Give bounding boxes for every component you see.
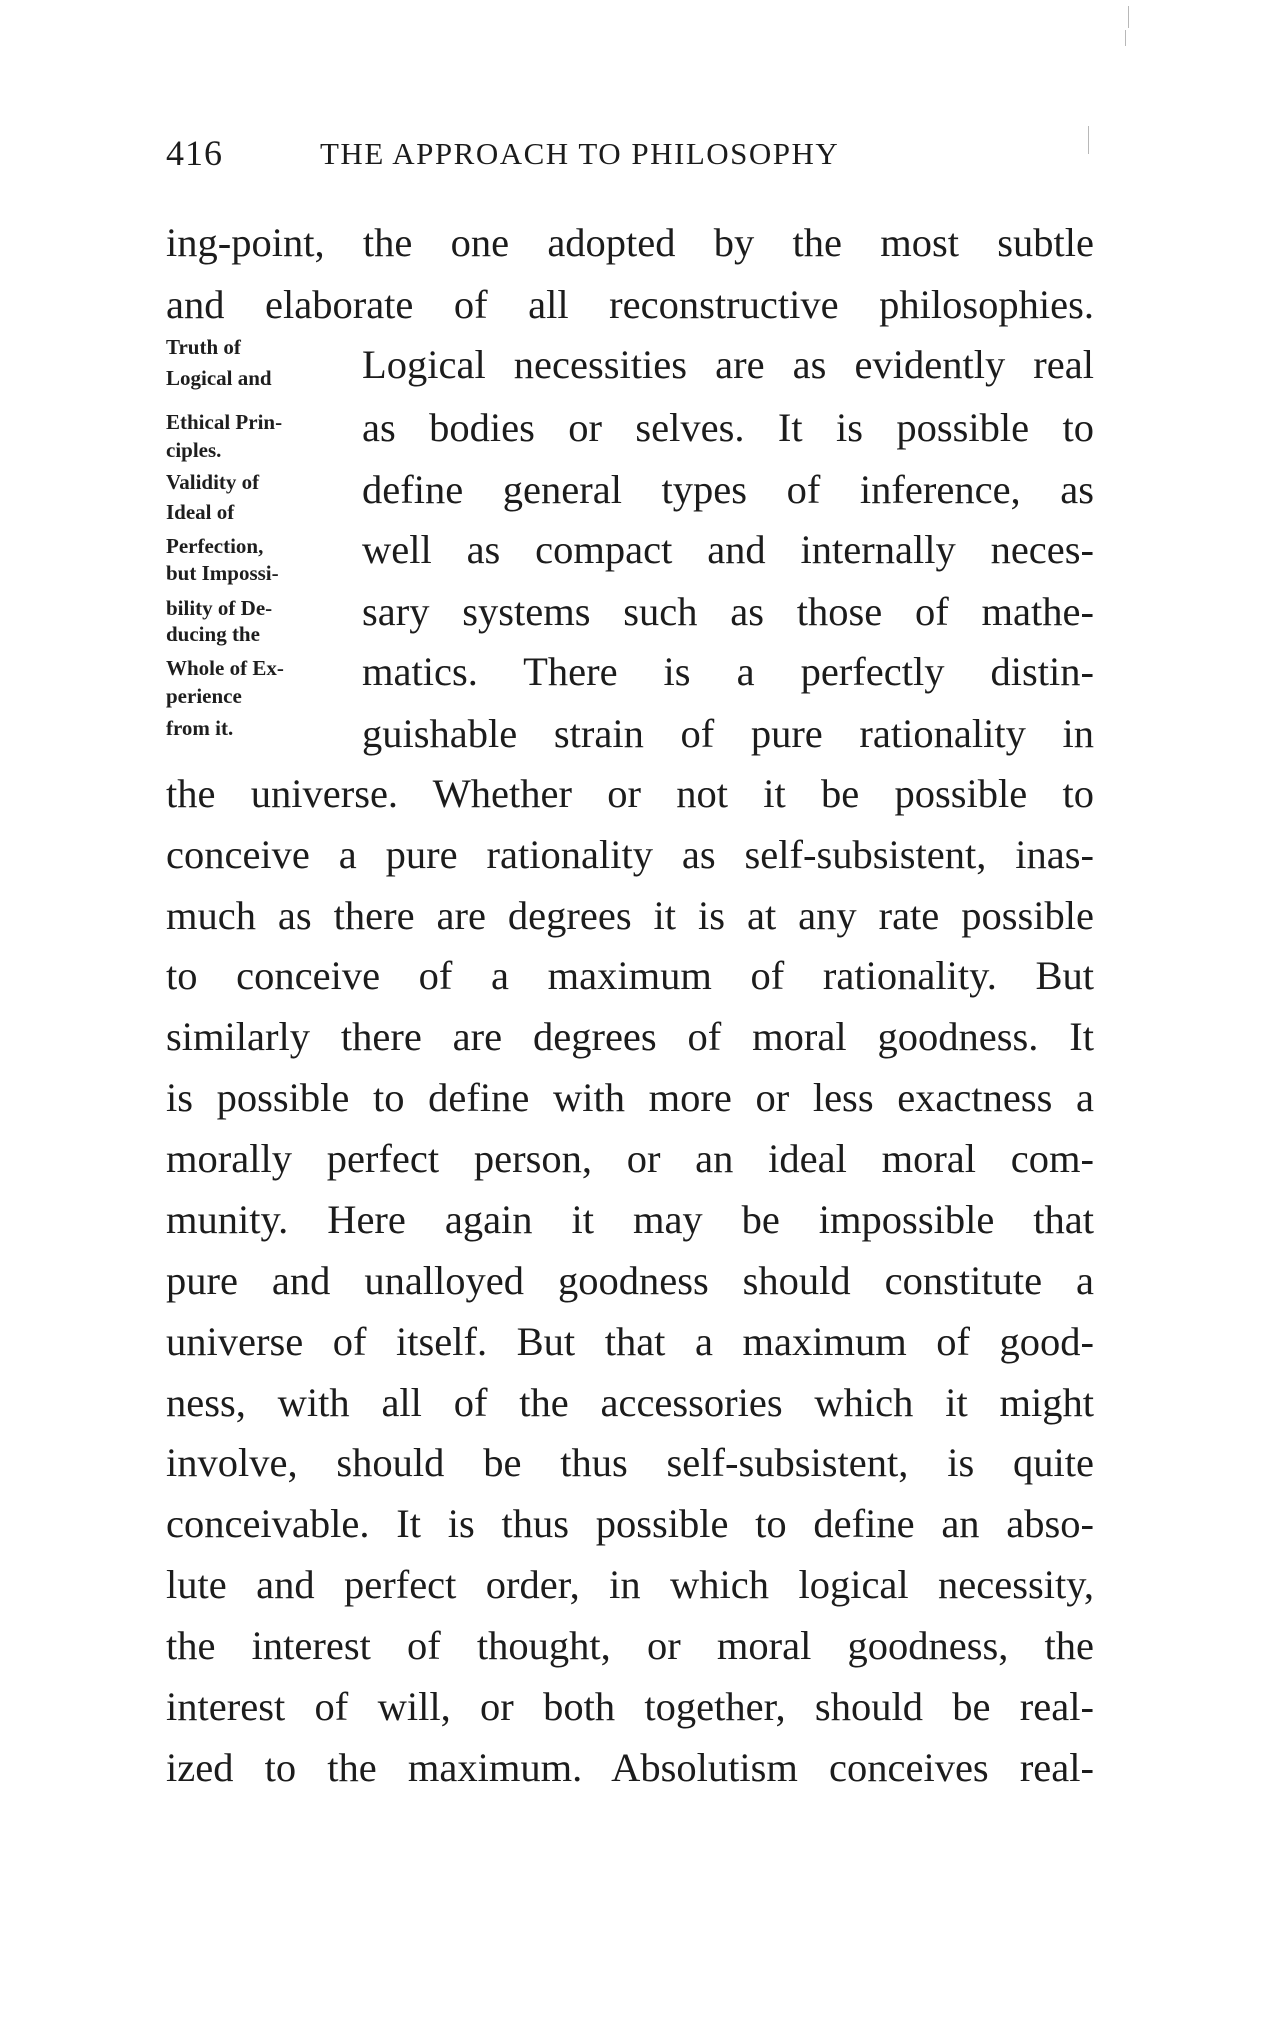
body-line: guishable strain of pure rationality in xyxy=(362,711,1094,756)
body-line: lute and perfect order, in which logical necessity, xyxy=(166,1562,1094,1607)
marginal-note-line: perience xyxy=(166,684,242,708)
body-line: universe of itself. But that a maximum of good- xyxy=(166,1319,1094,1364)
body-line: to conceive of a maximum of rationality. But xyxy=(166,953,1094,998)
body-line: interest of will, or both together, should be real- xyxy=(166,1684,1094,1729)
marginal-note-line: Truth of xyxy=(166,335,241,359)
marginal-note-line: but Impossi- xyxy=(166,561,279,585)
page-number: 416 xyxy=(166,133,223,173)
body-line: as bodies or selves. It is possible to xyxy=(362,405,1094,450)
marginal-note-line: ciples. xyxy=(166,438,222,462)
body-line: matics. There is a perfectly distin- xyxy=(362,649,1094,694)
marginal-note-line: ducing the xyxy=(166,622,260,646)
body-line: ing-point, the one adopted by the most subtle xyxy=(166,220,1094,265)
scan-mark xyxy=(1125,30,1126,46)
body-line: morally perfect person, or an ideal moral com- xyxy=(166,1136,1094,1181)
scan-mark xyxy=(1088,126,1089,154)
body-line: conceivable. It is thus possible to define an abso- xyxy=(166,1501,1094,1546)
body-line: ness, with all of the accessories which it might xyxy=(166,1380,1094,1425)
body-line: the interest of thought, or moral goodness, the xyxy=(166,1623,1094,1668)
body-line: similarly there are degrees of moral goodness. It xyxy=(166,1014,1094,1059)
body-line: well as compact and internally neces- xyxy=(362,527,1094,572)
body-line: much as there are degrees it is at any rate possible xyxy=(166,893,1094,938)
marginal-note-line: Validity of xyxy=(166,470,260,494)
body-line: involve, should be thus self-subsistent, is quite xyxy=(166,1440,1094,1485)
body-line: the universe. Whether or not it be possible to xyxy=(166,771,1094,816)
body-line: ized to the maximum. Absolutism conceives real- xyxy=(166,1745,1094,1790)
marginal-note-line: Whole of Ex- xyxy=(166,656,284,680)
marginal-note-line: Ethical Prin- xyxy=(166,410,283,434)
page-header xyxy=(166,132,1096,182)
scan-mark xyxy=(1128,6,1129,28)
body-line: conceive a pure rationality as self-subsistent, inas- xyxy=(166,832,1094,877)
marginal-note-line: Perfection, xyxy=(166,534,264,558)
body-line: munity. Here again it may be impossible that xyxy=(166,1197,1094,1242)
marginal-note-line: from it. xyxy=(166,716,234,740)
marginal-note-line: bility of De- xyxy=(166,596,273,620)
marginal-note-line: Ideal of xyxy=(166,500,235,524)
body-line: and elaborate of all reconstructive philosophies. xyxy=(166,282,1094,327)
running-title: THE APPROACH TO PHILOSOPHY xyxy=(320,136,840,171)
body-line: Logical necessities are as evidently real xyxy=(362,342,1094,387)
body-line: pure and unalloyed goodness should constitute a xyxy=(166,1258,1094,1303)
body-line: sary systems such as those of mathe- xyxy=(362,589,1094,634)
body-line: define general types of inference, as xyxy=(362,467,1094,512)
body-line: is possible to define with more or less exactness a xyxy=(166,1075,1094,1120)
marginal-note-line: Logical and xyxy=(166,366,272,390)
